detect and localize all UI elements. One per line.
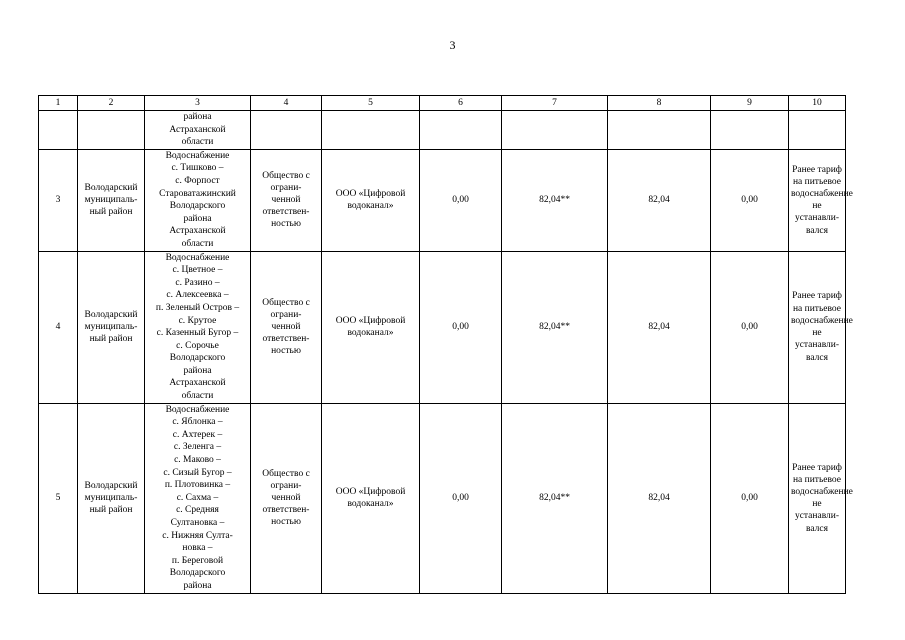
note-cell: Ранее тариф на питьевое водоснабжение не устанавли- вался [789, 149, 846, 251]
column-number-header: 2 [78, 96, 145, 111]
column-number-header: 6 [420, 96, 502, 111]
legal-form-cell: Общество с ограни- ченной ответствен- ностью [251, 403, 322, 593]
table-cell [502, 111, 608, 150]
value-cell: 0,00 [420, 251, 502, 403]
column-number-header: 4 [251, 96, 322, 111]
column-number-header: 5 [322, 96, 420, 111]
column-number-header: 7 [502, 96, 608, 111]
legal-form-cell: Общество с ограни- ченной ответствен- ностью [251, 251, 322, 403]
value-cell: 82,04** [502, 251, 608, 403]
tariff-table [38, 95, 853, 594]
column-number-header: 3 [145, 96, 251, 111]
table-cell [420, 111, 502, 150]
organization-cell: ООО «Цифровой водоканал» [322, 251, 420, 403]
table-cell [39, 111, 78, 150]
page-number: 3 [449, 38, 456, 52]
district-cell: Володарский муниципаль- ный район [78, 251, 145, 403]
table-cell [251, 111, 322, 150]
table-continuation-row [39, 111, 846, 150]
value-cell: 0,00 [711, 251, 789, 403]
value-cell: 82,04 [608, 251, 711, 403]
value-cell: 0,00 [711, 149, 789, 251]
note-cell: Ранее тариф на питьевое водоснабжение не устанавли- вался [789, 403, 846, 593]
value-cell: 0,00 [420, 149, 502, 251]
service-area-cell: Водоснабжение с. Тишково – с. Форпост Староватажинский Володарского района Астраханской области [145, 149, 251, 251]
column-number-header: 10 [789, 96, 846, 111]
table-cell [78, 111, 145, 150]
column-number-header: 1 [39, 96, 78, 111]
service-area-cell: Водоснабжение с. Цветное – с. Разино – с. Алексеевка – п. Зеленый Остров – с. Крутое с. Казенный Бугор – с. Сорочье Володарского района Астраханской области [145, 251, 251, 403]
value-cell: 0,00 [420, 403, 502, 593]
row-number-cell: 5 [39, 403, 78, 593]
table-cell [608, 111, 711, 150]
table-cell [322, 111, 420, 150]
column-number-header: 9 [711, 96, 789, 111]
table-row [39, 403, 846, 593]
table-row [39, 149, 846, 251]
legal-form-cell: Общество с ограни- ченной ответствен- ностью [251, 149, 322, 251]
note-cell: Ранее тариф на питьевое водоснабжение не устанавли- вался [789, 251, 846, 403]
value-cell: 82,04** [502, 403, 608, 593]
table-cell [711, 111, 789, 150]
district-cell: Володарский муниципаль- ный район [78, 403, 145, 593]
organization-cell: ООО «Цифровой водоканал» [322, 149, 420, 251]
value-cell: 0,00 [711, 403, 789, 593]
column-number-header: 8 [608, 96, 711, 111]
district-cell: Володарский муниципаль- ный район [78, 149, 145, 251]
organization-cell: ООО «Цифровой водоканал» [322, 403, 420, 593]
table-row [39, 251, 846, 403]
table-header-row [39, 96, 846, 111]
row-number-cell: 3 [39, 149, 78, 251]
value-cell: 82,04 [608, 149, 711, 251]
row-number-cell: 4 [39, 251, 78, 403]
table-cell: района Астраханской области [145, 111, 251, 150]
service-area-cell: Водоснабжение с. Яблонка – с. Ахтерек – с. Зеленга – с. Маково – с. Сизый Бугор – п. Плотовинка – с. Сахма – с. Средняя Султановка – с. Нижняя Султа- новка – п. Береговой Володарского района [145, 403, 251, 593]
value-cell: 82,04** [502, 149, 608, 251]
value-cell: 82,04 [608, 403, 711, 593]
table-cell [789, 111, 846, 150]
